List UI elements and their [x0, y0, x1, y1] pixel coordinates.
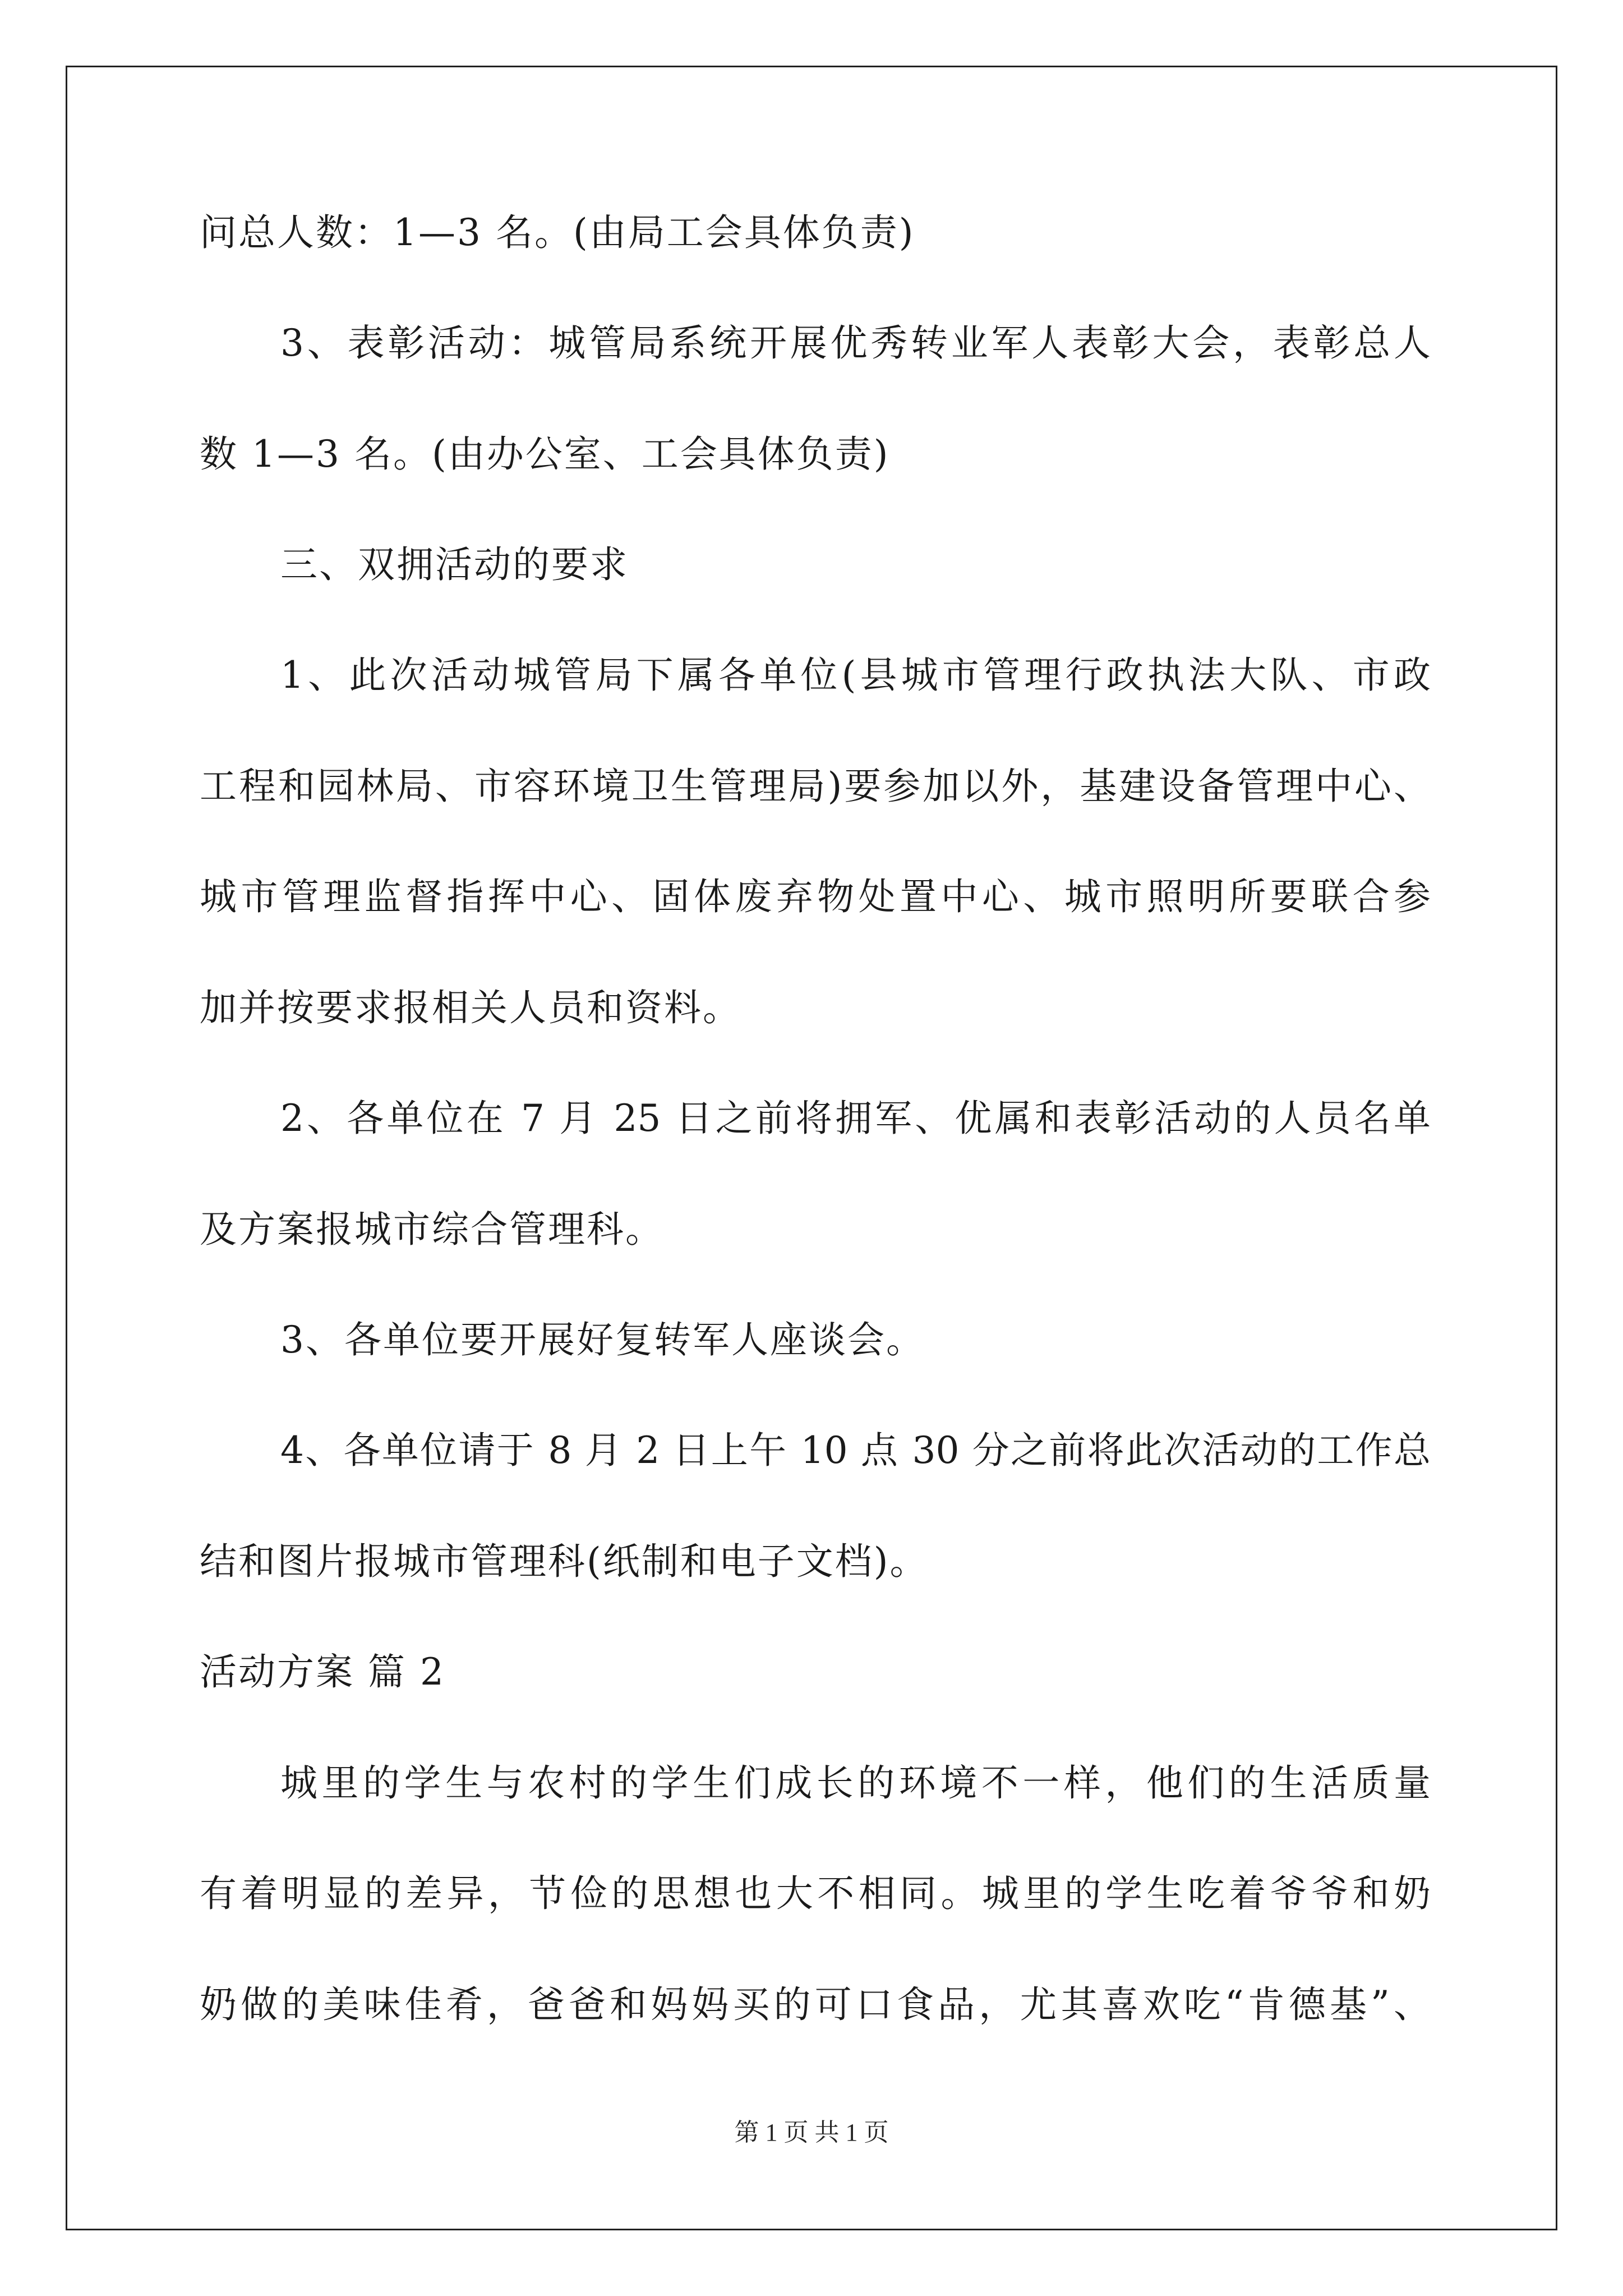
body-line: 1、此次活动城管局下属各单位(县城市管理行政执法大队、市政 [280, 654, 1431, 697]
body-line: 奶做的美味佳肴，爸爸和妈妈买的可口食品，尤其喜欢吃“肯德基”、 [200, 1983, 1431, 2026]
body-line: 数 1—3 名。(由办公室、工会具体负责) [200, 432, 890, 476]
body-line: 城市管理监督指挥中心、固体废弃物处置中心、城市照明所要联合参 [200, 875, 1431, 918]
body-line: 城里的学生与农村的学生们成长的环境不一样，他们的生活质量 [280, 1761, 1431, 1805]
body-line: 有着明显的差异，节俭的思想也大不相同。城里的学生吃着爷爷和奶 [200, 1872, 1431, 1915]
body-line: 3、表彰活动：城管局系统开展优秀转业军人表彰大会，表彰总人 [280, 321, 1431, 365]
body-line: 3、各单位要开展好复转军人座谈会。 [280, 1318, 925, 1361]
body-line: 结和图片报城市管理科(纸制和电子文档)。 [200, 1540, 929, 1583]
body-line: 问总人数：1—3 名。(由局工会具体负责) [200, 211, 915, 254]
body-line: 2、各单位在 7 月 25 日之前将拥军、优属和表彰活动的人员名单 [280, 1097, 1431, 1140]
body-line: 工程和园林局、市容环境卫生管理局)要参加以外，基建设备管理中心、 [200, 765, 1431, 808]
page-footer: 第 1 页 共 1 页 [734, 2119, 889, 2146]
section-title: 活动方案 篇 2 [200, 1650, 445, 1694]
body-line: 4、各单位请于 8 月 2 日上午 10 点 30 分之前将此次活动的工作总 [280, 1429, 1431, 1472]
section-heading: 三、双拥活动的要求 [280, 543, 629, 586]
body-line: 加并按要求报相关人员和资料。 [200, 986, 741, 1029]
body-line: 及方案报城市综合管理科。 [200, 1208, 664, 1251]
